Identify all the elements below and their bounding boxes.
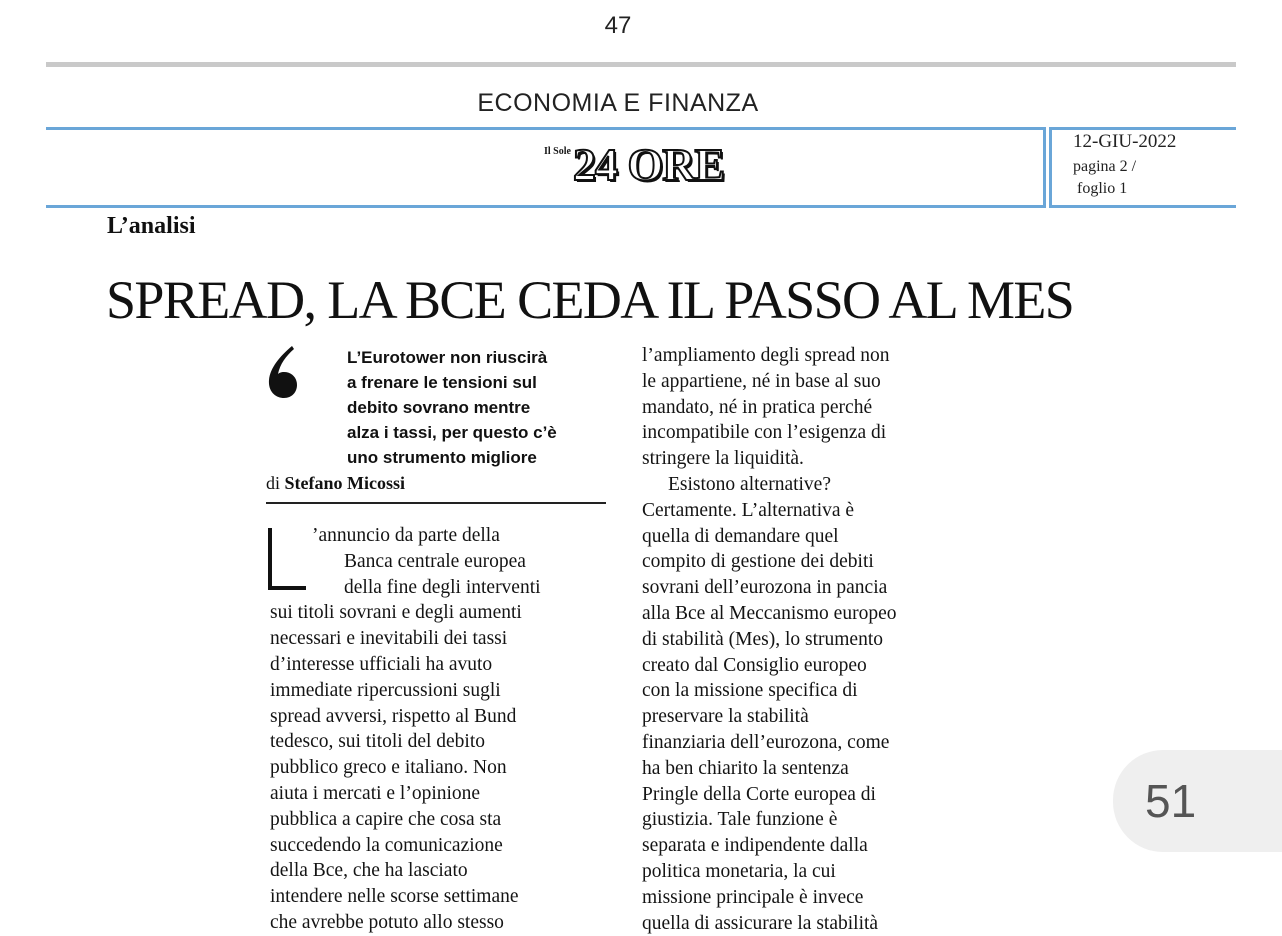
text-line: pubblica a capire che cosa sta [270, 808, 502, 830]
subhead-line: a frenare le tensioni sul [347, 373, 537, 392]
text-line: della Bce, che ha lasciato [270, 860, 468, 882]
text-line: l’ampliamento degli spread non [642, 345, 890, 366]
text-line: missione principale è invece [642, 886, 864, 908]
section-title: ECONOMIA E FINANZA [477, 89, 759, 117]
text-line: con la missione specifica di [642, 680, 858, 702]
subhead-line: alza i tassi, per questo c’è [347, 423, 557, 442]
text-line: giustizia. Tale funzione è [642, 809, 838, 831]
byline-divider [266, 502, 606, 504]
article-column-2 [642, 343, 896, 936]
subhead-line: uno strumento migliore [347, 448, 537, 467]
text-line: finanziaria dell’eurozona, come [642, 731, 890, 753]
svg-text:L: L [278, 568, 279, 569]
text-line: alla Bce al Meccanismo europeo [642, 602, 897, 624]
text-line: succedendo la comunicazione [270, 834, 503, 856]
byline [266, 473, 405, 494]
text-line: Banca centrale europea [344, 550, 526, 572]
page-number: 47 [604, 12, 632, 39]
text-line: stringere la liquidità. [642, 448, 804, 470]
page-indicator-number: 51 [1145, 775, 1197, 827]
text-line: separata e indipendente dalla [642, 835, 868, 857]
publication-date: 12-GIU-2022 [1073, 131, 1177, 152]
text-line: di stabilità (Mes), lo strumento [642, 628, 884, 650]
text-line: intendere nelle scorse settimane [270, 886, 519, 908]
quote-mark-icon [266, 344, 300, 400]
logo-small-text: Il Sole [544, 146, 571, 157]
text-line: aiuta i mercati e l’opinione [270, 782, 481, 804]
article-kicker: L’analisi [107, 213, 196, 239]
text-line: sui titoli sovrani e degli aumenti [270, 602, 522, 624]
text-line: le appartiene, né in base al suo [642, 370, 881, 392]
text-line: ha ben chiarito la sentenza [642, 757, 849, 779]
text-line: compito di gestione dei debiti [642, 551, 874, 573]
text-line: Certamente. L’alternativa è [642, 499, 855, 521]
subhead-line: L’Eurotower non riuscirà [347, 348, 548, 367]
byline-author: Stefano Micossi [284, 473, 406, 493]
newspaper-logo [544, 138, 724, 194]
article-subhead [347, 345, 597, 470]
text-line: quella di assicurare la stabilità [642, 912, 879, 934]
text-line: ’annuncio da parte della [312, 525, 500, 546]
text-line: che avrebbe potuto allo stesso [270, 911, 504, 933]
text-line: quella di demandare quel [642, 525, 839, 547]
logo-big-text: 24 ORE [572, 139, 725, 190]
text-line: preservare la stabilità [642, 706, 809, 728]
text-line: incompatibile con l’esigenza di [642, 422, 887, 444]
text-line: Esistono alternative? [668, 473, 831, 495]
byline-prefix: di [266, 473, 281, 493]
date-info [1073, 130, 1176, 200]
text-line: pubblico greco e italiano. Non [270, 757, 507, 779]
text-line: politica monetaria, la cui [642, 860, 836, 882]
text-line: sovrani dell’eurozona in pancia [642, 577, 888, 599]
text-line: Pringle della Corte europea di [642, 783, 876, 805]
article-headline: SPREAD, LA BCE CEDA IL PASSO AL MES [106, 270, 1074, 330]
text-line: mandato, né in pratica perché [642, 396, 873, 418]
text-line: necessari e inevitabili dei tassi [270, 628, 508, 650]
page-indicator-badge[interactable] [1113, 750, 1282, 852]
text-line: creato dal Consiglio europeo [642, 654, 867, 676]
subhead-line: debito sovrano mentre [347, 398, 531, 417]
sheet-reference: foglio 1 [1077, 180, 1128, 197]
text-line: immediate ripercussioni sugli [270, 679, 501, 701]
top-divider [46, 62, 1236, 67]
text-line: spread avversi, rispetto al Bund [270, 705, 517, 727]
article-column-1 [270, 523, 541, 936]
text-line: tedesco, sui titoli del debito [270, 731, 486, 753]
text-line: d’interesse ufficiali ha avuto [270, 653, 493, 675]
text-line: della fine degli interventi [344, 576, 541, 598]
page-reference: pagina 2 / [1073, 158, 1137, 175]
